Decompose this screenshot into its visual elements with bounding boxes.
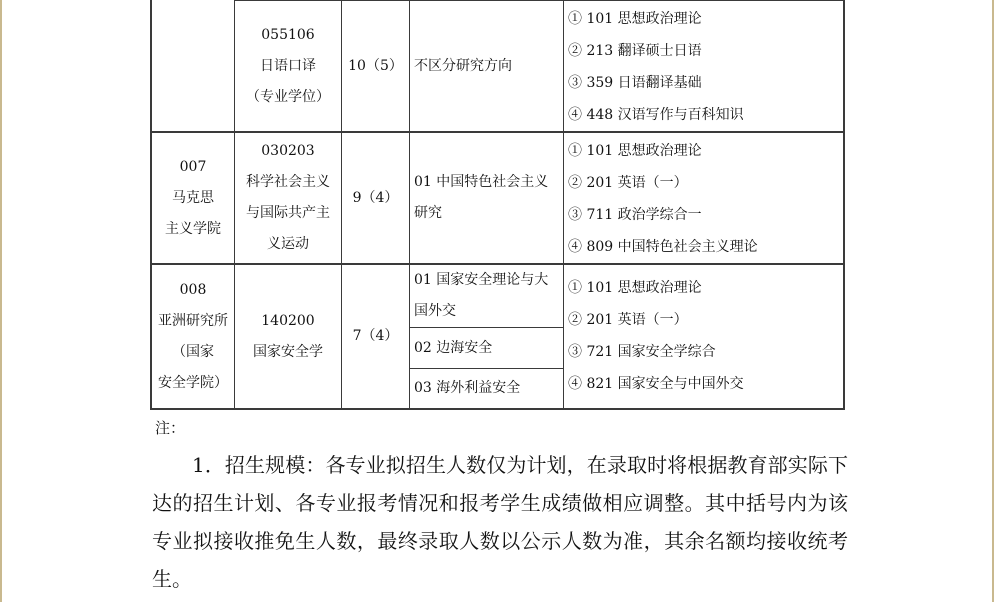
exam-subject-4: ④ 821 国家安全与中国外交: [568, 376, 744, 392]
exam-subject-1: ① 101 思想政治理论: [568, 280, 702, 296]
exam-subject-3: ③ 359 日语翻译基础: [568, 75, 702, 91]
direction-text: 不区分研究方向: [414, 57, 512, 74]
exam-subject-2: ② 213 翻译硕士日语: [568, 43, 702, 59]
exam-subject-2: ② 201 英语（一）: [568, 312, 688, 328]
table-border: [150, 408, 845, 410]
quota-value: 7（4）: [352, 328, 399, 344]
major-name: 日语口译: [260, 57, 316, 74]
major-type: （专业学位）: [246, 88, 330, 105]
direction-text: 研究: [414, 205, 442, 221]
major-name: 义运动: [267, 236, 309, 252]
major-name: 科学社会主义: [246, 174, 330, 190]
exam-subject-4: ④ 448 汉语写作与百科知识: [568, 107, 744, 123]
direction-text: 03 海外利益安全: [414, 380, 521, 396]
table-row-2-quota: [342, 133, 409, 263]
table-row-3-unit: [152, 265, 234, 408]
table-row-1-major: [235, 1, 341, 131]
quota-value: 10（5）: [348, 57, 403, 74]
table-row-3-direction-1: [410, 265, 563, 327]
notes-paragraph: 1．招生规模：各专业拟招生人数仅为计划，在录取时将根据教育部实际下达的招生计划、各专业报考情况和报考学生成绩做相应调整。其中括号内为该专业拟接收推免生人数，最终录取人数以公示人数为准，其余名额均接收统考生。: [152, 453, 848, 591]
table-row-1-unit: [152, 1, 234, 131]
exam-subject-4: ④ 809 中国特色社会主义理论: [568, 239, 758, 255]
major-code: 055106: [261, 26, 315, 43]
table-row-2-direction: [410, 133, 563, 263]
table-row-3-direction-2: [410, 328, 563, 368]
unit-name: 亚洲研究所: [158, 312, 228, 329]
unit-name: （国家: [172, 343, 214, 360]
table-row-1-exams: [564, 1, 843, 131]
unit-code: 008: [179, 281, 207, 298]
exam-subject-2: ② 201 英语（一）: [568, 175, 688, 191]
major-name: 与国际共产主: [246, 205, 330, 221]
unit-name: 马克思: [172, 189, 214, 206]
direction-text: 02 边海安全: [414, 339, 493, 356]
unit-name: 安全学院）: [158, 374, 228, 391]
admissions-table: [150, 0, 845, 410]
major-name: 国家安全学: [253, 343, 323, 360]
exam-subject-1: ① 101 思想政治理论: [568, 143, 702, 159]
notes-label: 注：: [155, 419, 186, 437]
table-row-3-major: [235, 265, 341, 408]
table-row-3-exams: [564, 265, 843, 408]
unit-code: 007: [179, 158, 207, 175]
exam-subject-1: ① 101 思想政治理论: [568, 11, 702, 27]
table-row-1-direction: [410, 1, 563, 131]
unit-name: 主义学院: [165, 220, 221, 237]
quota-value: 9（4）: [352, 189, 399, 206]
table-row-2-unit: [152, 133, 234, 263]
table-border: [843, 0, 845, 410]
major-code: 140200: [261, 312, 315, 329]
major-code: 030203: [261, 143, 315, 159]
table-row-1-quota: [342, 1, 409, 131]
table-row-3-quota: [342, 265, 409, 408]
table-row-3-direction-3: [410, 369, 563, 408]
direction-text: 01 中国特色社会主义: [414, 174, 549, 190]
table-row-2-major: [235, 133, 341, 263]
exam-subject-3: ③ 721 国家安全学综合: [568, 344, 716, 360]
exam-subject-3: ③ 711 政治学综合一: [568, 207, 702, 223]
page-border-left: [0, 0, 2, 602]
table-row-2-exams: [564, 133, 843, 263]
direction-text: 01 国家安全理论与大: [414, 272, 549, 288]
direction-text: 国外交: [414, 303, 456, 319]
